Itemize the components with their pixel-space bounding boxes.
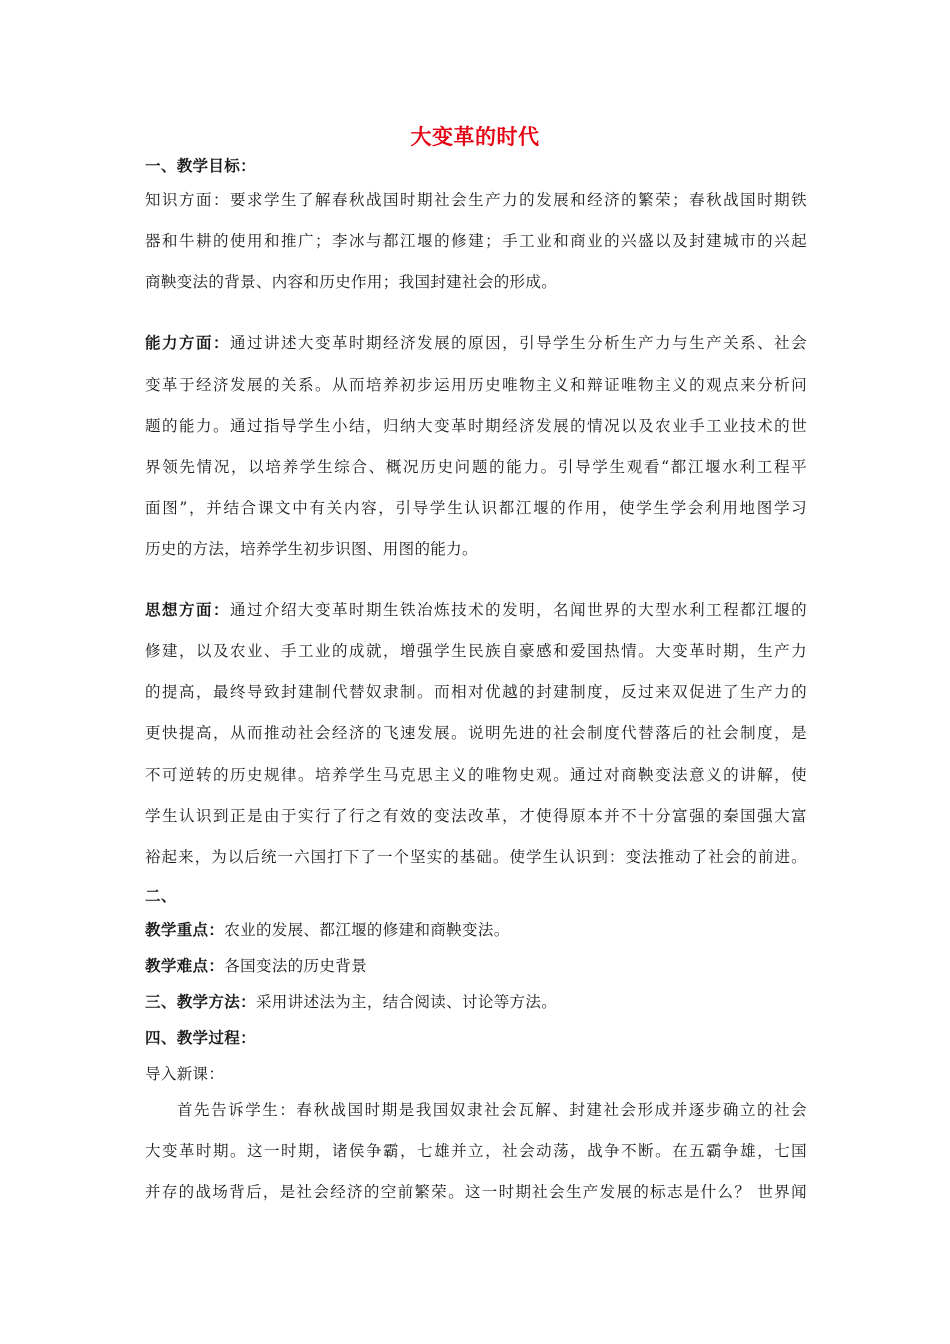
thought-line-7: 裕起来，为以后统一六国打下了一个坚实的基础。使学生认识到：变法推动了社会的前进。 [145,848,807,866]
key-point-text: 农业的发展、都江堰的修建和商鞅变法。 [224,921,510,939]
thought-line-3: 的提高，最终导致封建制代替奴隶制。而相对优越的封建制度，反过来双促进了生产力的 [145,683,807,701]
method-line [145,990,807,1012]
key-point-line [145,918,807,940]
thought-first-text: 通过介绍大变革时期生铁冶炼技术的发明，名闻世界的大型水利工程都江堰的 [230,601,807,619]
difficulty-line [145,954,807,976]
thought-label: 思想方面： [145,601,231,619]
difficulty-text: 各国变法的历史背景 [224,957,367,975]
section-heading-two: 二、 [145,887,177,905]
section-heading-process: 四、教学过程： [145,1029,256,1047]
knowledge-line-2: 器和牛耕的使用和推广；李冰与都江堰的修建；手工业和商业的兴盛以及封建城市的兴起 [145,232,807,250]
ability-label: 能力方面： [145,334,231,352]
thought-line-4: 更快提高，从而推动社会经济的飞速发展。说明先进的社会制度代替落后的社会制度，是 [145,724,807,742]
thought-line-1 [145,598,807,620]
ability-line-4: 界领先情况，以培养学生综合、概况历史问题的能力。引导学生观看“都江堰水利工程平 [145,458,807,476]
difficulty-label: 教学难点： [145,957,225,975]
ability-line-5: 面图”，并结合课文中有关内容，引导学生认识都江堰的作用，使学生学会利用地图学习 [145,499,807,517]
method-text: 采用讲述法为主，结合阅读、讨论等方法。 [255,993,558,1011]
knowledge-line-3: 商鞅变法的背景、内容和历史作用；我国封建社会的形成。 [145,273,558,291]
thought-line-2: 修建，以及农业、手工业的成就，增强学生民族自豪感和爱国热情。大变革时期，生产力 [145,642,807,660]
knowledge-line-1: 知识方面：要求学生了解春秋战国时期社会生产力的发展和经济的繁荣；春秋战国时期铁 [145,191,807,209]
intro-label: 导入新课： [145,1065,225,1083]
section-heading-objectives: 一、教学目标： [145,157,256,175]
method-label: 三、教学方法： [145,993,256,1011]
ability-line-2: 变革于经济发展的关系。从而培养初步运用历史唯物主义和辩证唯物主义的观点来分析问 [145,376,807,394]
intro-paragraph-line-2: 大变革时期。这一时期，诸侯争霸，七雄并立，社会动荡，战争不断。在五霸争雄，七国 [145,1142,807,1160]
thought-line-6: 学生认识到正是由于实行了行之有效的变法改革，才使得原本并不十分富强的秦国强大富 [145,807,807,825]
ability-line-3: 题的能力。通过指导学生小结，归纳大变革时期经济发展的情况以及农业手工业技术的世 [145,417,807,435]
ability-line-6: 历史的方法，培养学生初步识图、用图的能力。 [145,540,478,558]
thought-line-5: 不可逆转的历史规律。培养学生马克思主义的唯物史观。通过对商鞅变法意义的讲解，使 [145,766,807,784]
document-title: 大变革的时代 [410,125,540,149]
key-point-label: 教学重点： [145,921,225,939]
intro-paragraph-line-3: 并存的战场背后，是社会经济的空前繁荣。这一时期社会生产发展的标志是什么？ 世界闻 [145,1183,807,1201]
ability-line-1 [145,331,807,353]
intro-paragraph-line-1: 首先告诉学生：春秋战国时期是我国奴隶社会瓦解、封建社会形成并逐步确立的社会 [177,1101,807,1119]
ability-first-text: 通过讲述大变革时期经济发展的原因，引导学生分析生产力与生产关系、社会 [230,334,807,352]
